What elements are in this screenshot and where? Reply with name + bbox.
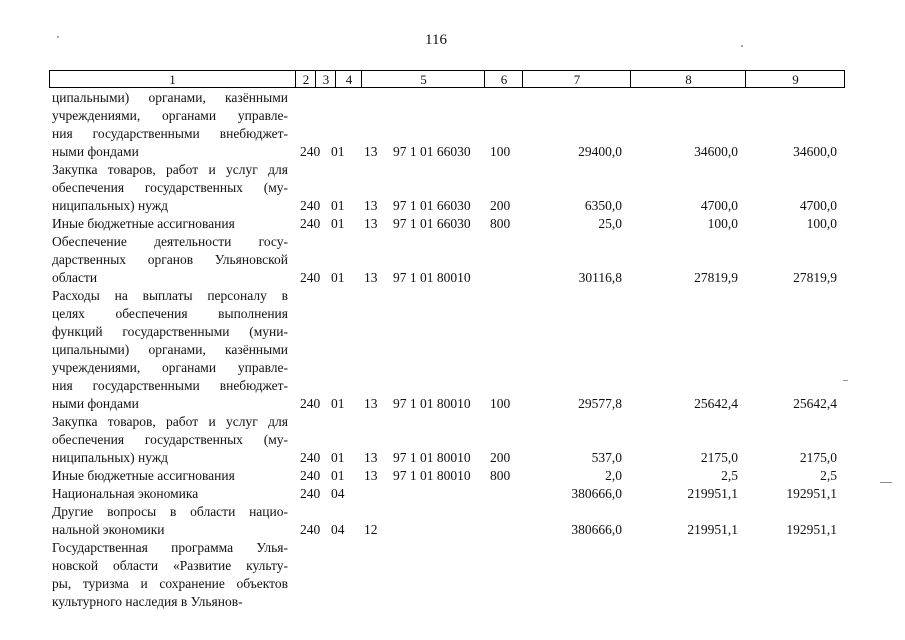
row-description-line: ными фондами (52, 396, 139, 411)
cell-c5: 97 1 01 80010 (393, 468, 471, 483)
cell-c7: 30116,8 (578, 270, 622, 285)
cell-c6: 100 (490, 396, 511, 411)
row-description-line: Иные бюджетные ассигнования (52, 216, 235, 231)
cell-c8: 34600,0 (694, 144, 738, 159)
cell-c5: 97 1 01 66030 (393, 216, 471, 231)
cell-c9: 27819,9 (793, 270, 837, 285)
cell-c5: 97 1 01 80010 (393, 450, 471, 465)
cell-c8: 219951,1 (687, 486, 738, 501)
cell-c3: 01 (331, 450, 345, 465)
scan-speck (57, 36, 59, 38)
cell-c2: 240 (300, 450, 321, 465)
row-description-line: дарственных органов Ульяновской (52, 252, 288, 267)
cell-c3: 04 (331, 522, 345, 537)
cell-c8: 2,5 (721, 468, 738, 483)
header-col-6: 6 (484, 71, 523, 87)
cell-c7: 29577,8 (578, 396, 622, 411)
cell-c6: 200 (490, 198, 511, 213)
row-description-line: области (52, 270, 98, 285)
cell-c7: 380666,0 (571, 486, 622, 501)
row-description-line: ния государственными внебюджет- (52, 378, 288, 393)
cell-c2: 240 (300, 522, 321, 537)
row-description-line: Обеспечение деятельности госу- (52, 234, 288, 249)
cell-c4: 13 (364, 144, 378, 159)
row-description-line: нальной экономики (52, 522, 165, 537)
row-description-line: ниципальных) нужд (52, 450, 169, 465)
cell-c6: 800 (490, 216, 511, 231)
table-header (49, 70, 845, 88)
cell-c7: 380666,0 (571, 522, 622, 537)
header-col-3: 3 (315, 71, 336, 87)
row-description-line: Иные бюджетные ассигнования (52, 468, 235, 483)
cell-c9: 192951,1 (786, 522, 837, 537)
row-description-line: ципальными) органами, казёнными (52, 342, 288, 357)
cell-c4: 13 (364, 270, 378, 285)
header-col-4: 4 (335, 71, 362, 87)
row-description-line: ния государственными внебюджет- (52, 126, 288, 141)
cell-c4: 13 (364, 450, 378, 465)
cell-c3: 01 (331, 468, 345, 483)
cell-c7: 6350,0 (584, 198, 622, 213)
cell-c6: 800 (490, 468, 511, 483)
cell-c5: 97 1 01 66030 (393, 198, 471, 213)
cell-c4: 13 (364, 396, 378, 411)
row-description-line: Государственная программа Улья- (52, 540, 288, 555)
row-description-line: функций государственными (муни- (52, 324, 288, 339)
row-description-line: обеспечения государственных (му- (52, 180, 288, 195)
cell-c3: 01 (331, 270, 345, 285)
cell-c4: 13 (364, 216, 378, 231)
cell-c8: 4700,0 (700, 198, 738, 213)
row-description-line: Закупка товаров, работ и услуг для (52, 414, 288, 429)
row-description-line: ры, туризма и сохранение объектов (52, 576, 288, 591)
row-description-line: Закупка товаров, работ и услуг для (52, 162, 288, 177)
cell-c3: 04 (331, 486, 345, 501)
cell-c7: 2,0 (605, 468, 622, 483)
cell-c3: 01 (331, 216, 345, 231)
cell-c9: 2,5 (820, 468, 837, 483)
cell-c9: 192951,1 (786, 486, 837, 501)
cell-c8: 100,0 (707, 216, 738, 231)
row-description-line: Национальная экономика (52, 486, 199, 501)
cell-c2: 240 (300, 216, 321, 231)
row-description-line: учреждениями, органами управле- (52, 360, 288, 375)
row-description-line: культурного наследия в Ульянов- (52, 594, 243, 609)
row-description-line: Расходы на выплаты персоналу в (52, 288, 288, 303)
header-col-9: 9 (745, 71, 845, 87)
cell-c2: 240 (300, 144, 321, 159)
cell-c9: 100,0 (806, 216, 837, 231)
row-description-line: целях обеспечения выполнения (52, 306, 288, 321)
cell-c4: 13 (364, 468, 378, 483)
cell-c7: 25,0 (598, 216, 622, 231)
cell-c9: 25642,4 (793, 396, 837, 411)
cell-c9: 34600,0 (793, 144, 837, 159)
cell-c8: 27819,9 (694, 270, 738, 285)
cell-c6: 100 (490, 144, 511, 159)
scan-speck (741, 45, 743, 47)
row-description-line: новской области «Развитие культу- (52, 558, 288, 573)
cell-c5: 97 1 01 80010 (393, 270, 471, 285)
cell-c8: 219951,1 (687, 522, 738, 537)
header-col-8: 8 (630, 71, 746, 87)
header-col-2: 2 (295, 71, 316, 87)
cell-c8: 25642,4 (694, 396, 738, 411)
cell-c3: 01 (331, 144, 345, 159)
row-description-line: ными фондами (52, 144, 139, 159)
cell-c6: 200 (490, 450, 511, 465)
cell-c2: 240 (300, 396, 321, 411)
scan-speck (843, 380, 848, 381)
cell-c4: 13 (364, 198, 378, 213)
cell-c3: 01 (331, 396, 345, 411)
page-number: 116 (425, 32, 447, 48)
header-col-5: 5 (361, 71, 485, 87)
cell-c8: 2175,0 (700, 450, 738, 465)
cell-c9: 2175,0 (799, 450, 837, 465)
cell-c2: 240 (300, 468, 321, 483)
cell-c2: 240 (300, 198, 321, 213)
row-description-line: ципальными) органами, казёнными (52, 90, 288, 105)
row-description-line: обеспечения государственных (му- (52, 432, 288, 447)
cell-c5: 97 1 01 66030 (393, 144, 471, 159)
row-description-line: Другие вопросы в области нацио- (52, 504, 288, 519)
cell-c2: 240 (300, 270, 321, 285)
cell-c2: 240 (300, 486, 321, 501)
cell-c3: 01 (331, 198, 345, 213)
row-description-line: ниципальных) нужд (52, 198, 169, 213)
cell-c5: 97 1 01 80010 (393, 396, 471, 411)
cell-c7: 29400,0 (578, 144, 622, 159)
header-col-7: 7 (522, 71, 631, 87)
cell-c4: 12 (364, 522, 378, 537)
scan-speck (880, 482, 892, 483)
header-col-1: 1 (169, 72, 176, 87)
cell-c7: 537,0 (591, 450, 622, 465)
cell-c9: 4700,0 (799, 198, 837, 213)
row-description-line: учреждениями, органами управле- (52, 108, 288, 123)
